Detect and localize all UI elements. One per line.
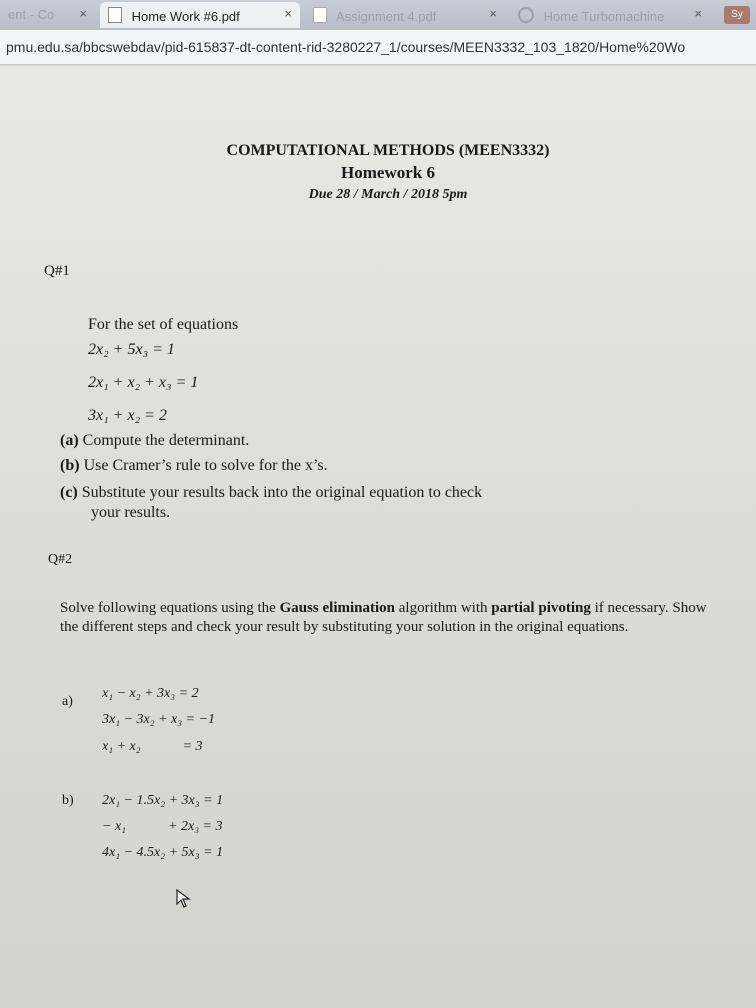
q2-bold-pivoting: partial pivoting — [491, 600, 591, 616]
q2-b-equation-2: − x₁ + 2x₃ = 3 — [102, 819, 223, 834]
q2-instructions — [60, 599, 720, 637]
q1-equation-3: 3x₁ + x₂ = 2 — [88, 407, 167, 424]
q1-part-a-text: Compute the determinant. — [82, 432, 250, 449]
tab-assignment-4[interactable] — [305, 2, 505, 28]
q1-intro: For the set of equations — [88, 316, 239, 333]
q1-part-a-letter: (a) — [60, 432, 79, 449]
address-bar[interactable] — [0, 30, 756, 65]
tab-assignment-4-label: Assignment 4.pdf — [335, 9, 437, 24]
q1-part-a — [60, 432, 249, 450]
tab-previous-label: ent - Co — [8, 7, 55, 22]
q1-part-b-text: Use Cramer’s rule to solve for the x’s. — [83, 457, 328, 474]
q1-part-b — [60, 457, 328, 475]
tab-turbomachine-label: Home Turbomachine — [543, 9, 665, 24]
q2-a-equation-2: 3x₁ − 3x₂ + x₃ = −1 — [102, 712, 216, 727]
due-date: Due 28 / March / 2018 5pm — [308, 187, 468, 202]
q2-a-equation-1: x₁ − x₂ + 3x₃ = 2 — [102, 686, 199, 701]
tab-home-work-6-label: Home Work #6.pdf — [131, 9, 240, 24]
close-icon[interactable]: × — [489, 6, 497, 21]
document-icon — [108, 7, 122, 23]
q1-label: Q#1 — [44, 263, 70, 279]
q1-part-c-text: Substitute your results back into the original equation to check — [81, 484, 483, 501]
course-title: COMPUTATIONAL METHODS (MEEN3332) — [226, 142, 550, 159]
q2-label: Q#2 — [48, 552, 73, 567]
tab-bar — [0, 0, 756, 30]
url-text[interactable]: pmu.edu.sa/bbcswebdav/pid-615837-dt-content-rid-3280227_1/courses/MEEN3332_103_1820/Home%20Wo — [6, 39, 686, 55]
q2-b-label: b) — [62, 793, 74, 808]
close-icon[interactable]: × — [694, 6, 702, 21]
close-icon[interactable]: × — [79, 6, 87, 21]
q2-a-label: a) — [62, 694, 73, 709]
tab-previous[interactable] — [0, 2, 95, 28]
homework-title: Homework 6 — [341, 163, 435, 182]
document-icon — [313, 7, 327, 23]
q1-part-b-letter: (b) — [60, 457, 80, 474]
document-content — [0, 66, 756, 1008]
q1-equation-2: 2x₁ + x₂ + x₃ = 1 — [88, 374, 199, 391]
q1-part-c-letter: (c) — [60, 484, 78, 501]
tab-turbomachine[interactable] — [510, 2, 710, 28]
q2-a-equation-3: x₁ + x₂ = 3 — [102, 739, 203, 754]
q2-intro-1: Solve following equations using the — [60, 600, 280, 616]
pdf-page — [0, 66, 756, 1008]
q1-part-c-continued: your results. — [91, 504, 171, 521]
q2-bold-gauss: Gauss elimination — [279, 600, 396, 616]
q1-part-c — [60, 484, 482, 502]
q2-intro-2: algorithm with — [395, 600, 492, 616]
extension-button[interactable]: Sy — [724, 6, 750, 24]
tab-home-work-6[interactable] — [100, 2, 300, 28]
q2-b-equation-3: 4x₁ − 4.5x₂ + 5x₃ = 1 — [102, 845, 224, 860]
q2-intro-3: if necessary. Show the different steps and check your result by substituting your solution in the original equations. — [60, 600, 707, 635]
mouse-cursor-icon — [176, 889, 192, 909]
q2-b-equation-1: 2x₁ − 1.5x₂ + 3x₃ = 1 — [102, 793, 224, 808]
close-icon[interactable]: × — [284, 6, 292, 21]
q1-equation-1: 2x₂ + 5x₃ = 1 — [88, 341, 175, 358]
site-icon — [518, 7, 534, 23]
